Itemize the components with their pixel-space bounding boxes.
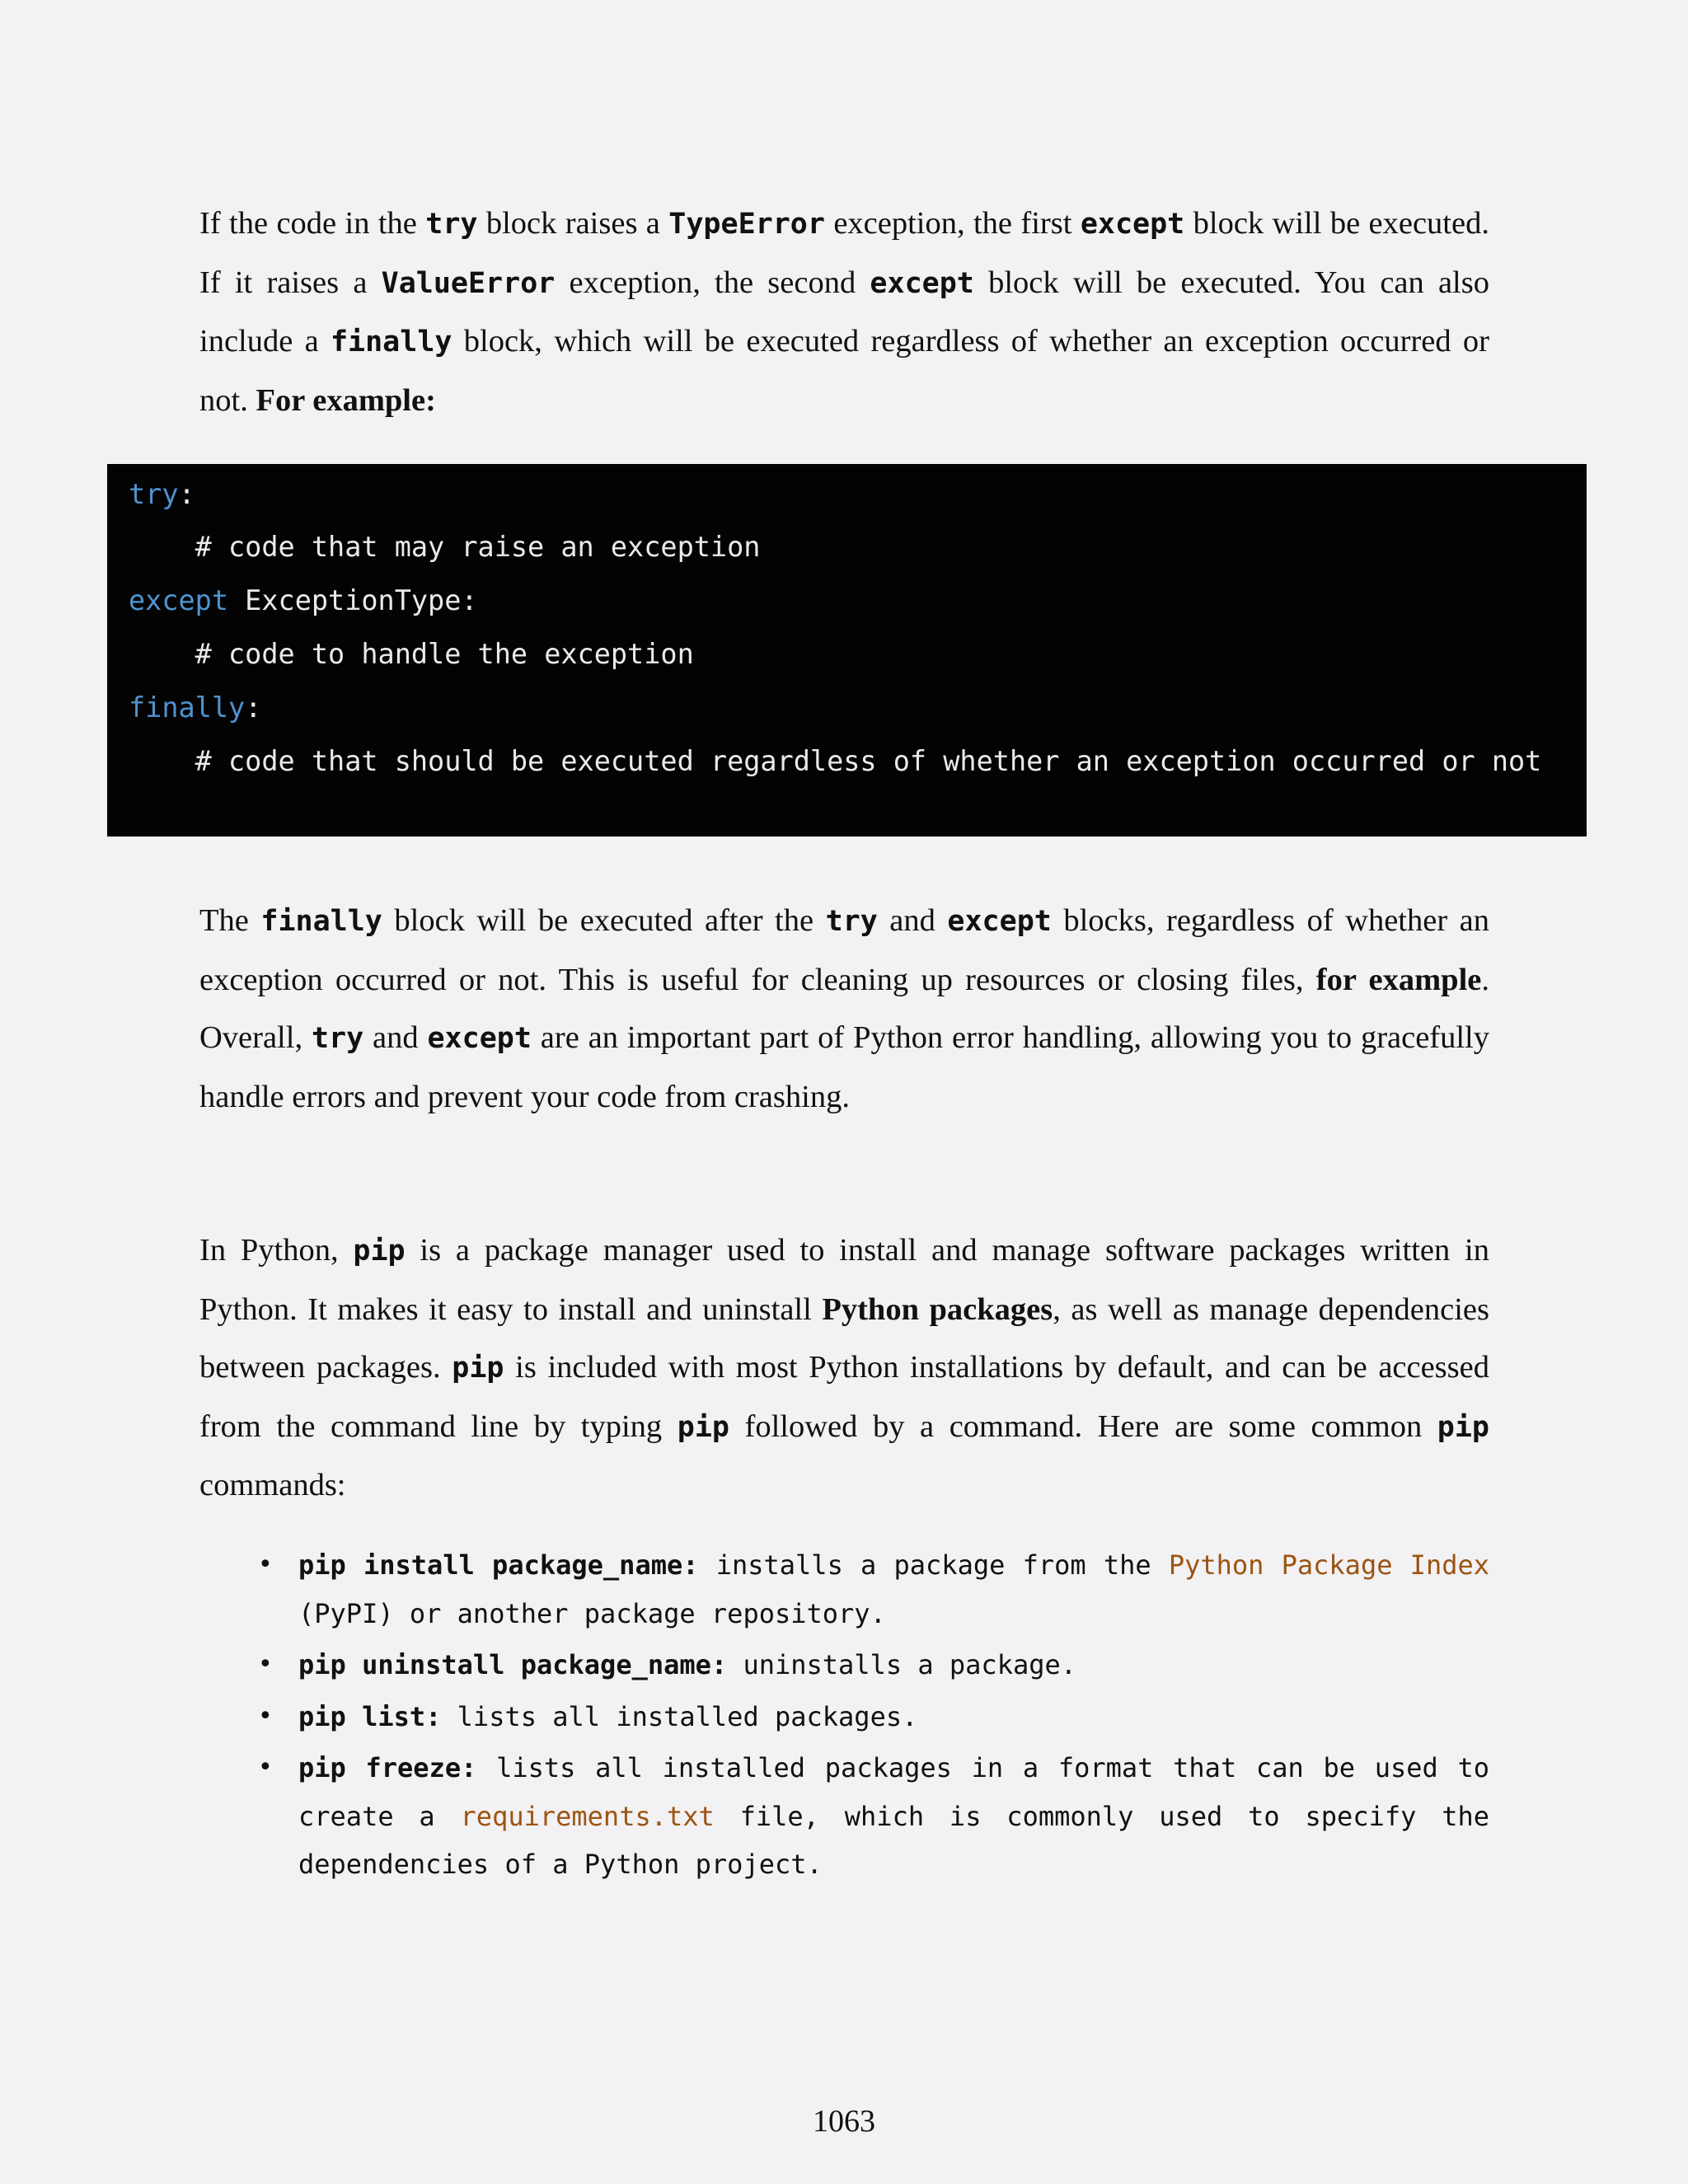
inline-code-pip: pip — [452, 1352, 504, 1385]
code-comment-line: # code that may raise an exception — [129, 531, 761, 563]
bold-python-packages: Python packages — [822, 1291, 1053, 1327]
inline-code-except: except — [427, 1022, 532, 1055]
paragraph-pip-intro: In Python, pip is a package manager used to install and manage software packages written in Python. It makes it easy to install and uninstall Python packages, as well as manage dependencies between packages. pip is included with most Python installations by default, and can be accessed from the command line by typing pip followed by a command. Here are some common pip commands: — [199, 1233, 1489, 1502]
command-name: pip list: — [298, 1700, 442, 1732]
bold-for-example: For example: — [256, 382, 436, 418]
inline-code-finally: finally — [260, 905, 382, 938]
inline-code-finally: finally — [330, 326, 452, 359]
pypi-link[interactable]: Python Package Index — [1168, 1549, 1490, 1581]
inline-code-pip: pip — [1437, 1410, 1489, 1444]
paragraph-finally: The finally block will be executed after the try and except blocks, regardless of whether an exception occurred or not. This is useful for cleaning up resources or closing files, for example. Overall, try and except are an important part of Python error handling, allowing you to gracefully handle errors and prevent your code from crashing. — [199, 903, 1490, 1114]
list-item: • pip freeze: lists all installed packages in a format that can be used to create a requirements.txt file, which is commonly used to specify the dependencies of a Python project. — [298, 1744, 1489, 1889]
inline-code-except: except — [1080, 208, 1185, 241]
inline-code-try: try — [425, 208, 478, 241]
list-item: • pip uninstall package_name: uninstalls a package. — [298, 1641, 1489, 1690]
inline-code-try: try — [311, 1022, 364, 1055]
code-block — [107, 464, 1587, 837]
inline-code-pip: pip — [677, 1410, 729, 1444]
code-keyword: finally — [129, 691, 246, 724]
bullet-icon: • — [258, 1753, 273, 1782]
inline-code-except: except — [870, 266, 974, 300]
bullet-icon: • — [258, 1701, 273, 1731]
command-name: pip uninstall package_name: — [298, 1649, 728, 1680]
inline-code-typeerror: TypeError — [668, 208, 825, 241]
list-item: • pip install package_name: installs a package from the Python Package Index (PyPI) or another package repository. — [298, 1541, 1489, 1638]
inline-code-try: try — [825, 905, 878, 938]
inline-code-valueerror: ValueError — [381, 266, 556, 300]
code-keyword: except — [129, 584, 229, 616]
code-comment-line: # code that should be executed regardless of whether an exception occurred or not — [129, 745, 1542, 777]
bullet-icon: • — [258, 1650, 273, 1679]
pip-commands-list — [258, 1541, 1490, 1892]
code-line: finally: — [129, 691, 262, 724]
code-line: except ExceptionType: — [129, 584, 478, 616]
list-item: • pip list: lists all installed packages. — [298, 1693, 1489, 1741]
bold-for-example: for example — [1315, 962, 1482, 997]
command-name: pip freeze: — [298, 1752, 477, 1783]
inline-code-pip: pip — [353, 1235, 406, 1268]
paragraph-try-except-intro: If the code in the try block raises a TypeError exception, the first except block will be executed. If it raises a ValueError exception, the second except block will be executed. You can also include a finally block, which will be executed regardless of whether an exception occurred or not. For example: — [199, 206, 1489, 418]
command-name: pip install package_name: — [298, 1549, 699, 1581]
code-line: try: — [129, 478, 195, 510]
code-comment-line: # code to handle the exception — [129, 638, 694, 670]
page-number: 1063 — [813, 2104, 875, 2139]
requirements-txt-link[interactable]: requirements.txt — [460, 1800, 715, 1832]
code-keyword: try — [129, 478, 179, 510]
inline-code-except: except — [947, 905, 1052, 938]
bullet-icon: • — [258, 1550, 273, 1579]
